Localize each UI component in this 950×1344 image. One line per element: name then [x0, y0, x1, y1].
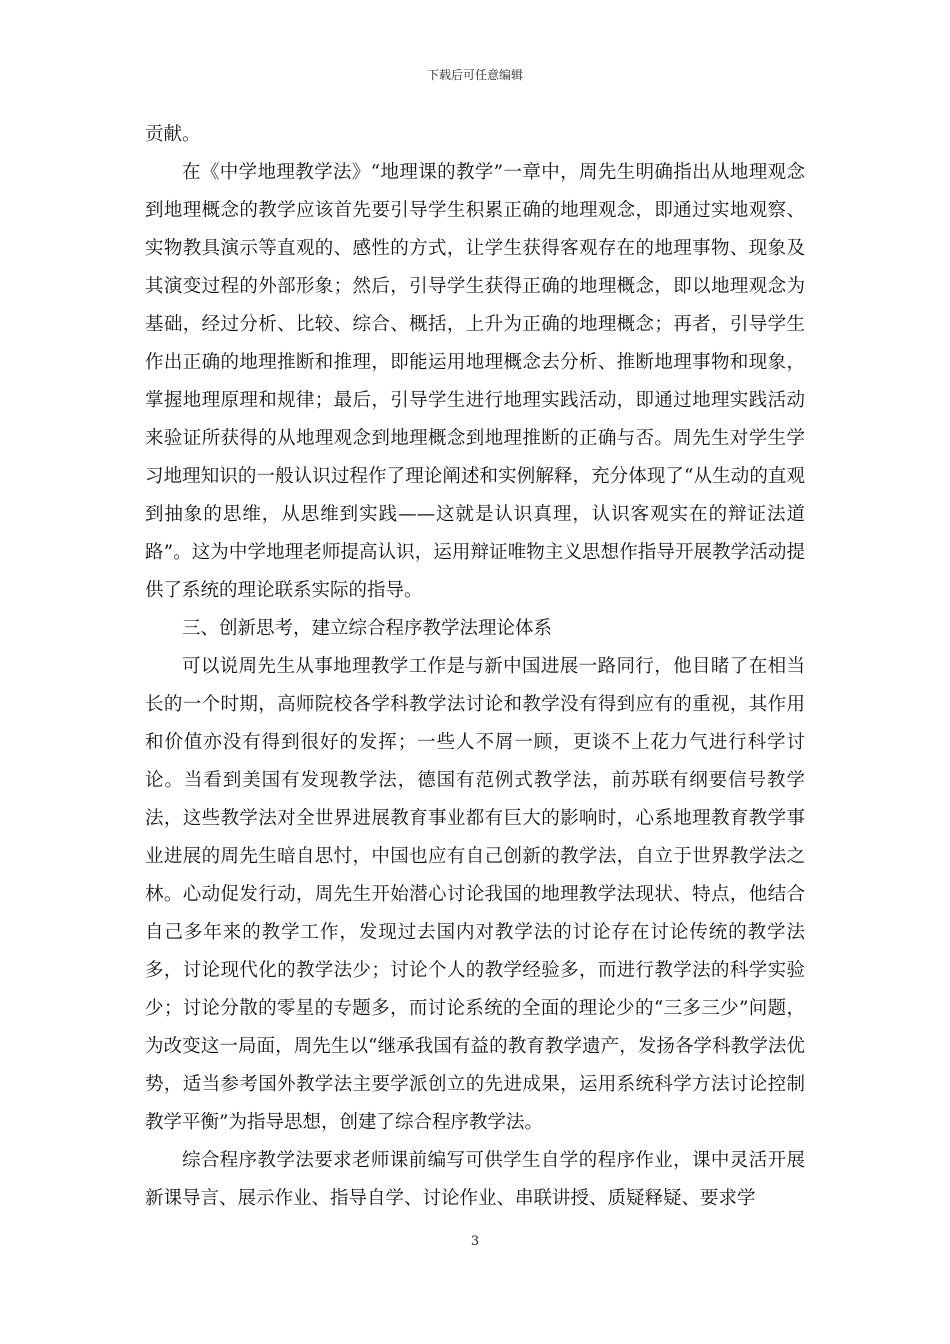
page-number: 3 [470, 1234, 480, 1249]
paragraph: 贡献。 [145, 124, 201, 145]
section-heading: 三、创新思考，建立综合程序教学法理论体系 [182, 618, 553, 639]
paragraph: 可以说周先生从事地理教学工作是与新中国进展一路同行，他目睹了在相当长的一个时期，高师院校各学科教学法讨论和教学没有得到应有的重视，其作用和价值亦没有得到很好的发挥；一些人不屑一顾，更谈不上花力气进行科学讨论。当看到美国有发现教学法，德国有范例式教学法，前苏联有纲要信号教学法，这些教学法对全世界进展教育事业都有巨大的影响时，心系地理教育教学事业进展的周先生暗自思忖，中国也应有自己创新的教学法，自立于世界教学法之林。心动促发行动，周先生开始潜心讨论我国的地理教学法现状、特点，他结合自己多年来的教学工作，发现过去国内对教学法的讨论存在讨论传统的教学法多，讨论现代化的教学法少；讨论个人的教学经验多，而进行教学法的科学实验少；讨论分散的零星的专题多，而讨论系统的全面的理论少的“三多三少”问题，为改变这一局面，周先生以“继承我国有益的教育教学遗产，发扬各学科教学法优势，适当参考国外教学法主要学派创立的先进成果，运用系统科学方法讨论控制教学平衡”为指导思想，创建了综合程序教学法。 [145, 656, 805, 1133]
body-text [145, 116, 805, 1218]
paragraph: 在《中学地理教学法》“地理课的教学”一章中，周先生明确指出从地理观念到地理概念的教学应该首先要引导学生积累正确的地理观念，即通过实地观察、实物教具演示等直观的、感性的方式，让学生获得客观存在的地理事物、现象及其演变过程的外部形象；然后，引导学生获得正确的地理概念，即以地理观念为基础，经过分析、比较、综合、概括，上升为正确的地理概念；再者，引导学生作出正确的地理推断和推理，即能运用地理概念去分析、推断地理事物和现象，掌握地理原理和规律；最后，引导学生进行地理实践活动，即通过地理实践活动来验证所获得的从地理观念到地理概念到地理推断的正确与否。周先生对学生学习地理知识的一般认识过程作了理论阐述和实例解释，充分体现了“从生动的直观到抽象的思维，从思维到实践——这就是认识真理，认识客观实在的辩证法道路”。这为中学地理老师提高认识，运用辩证唯物主义思想作指导开展教学活动提供了系统的理论联系实际的指导。 [145, 162, 805, 601]
paragraph: 综合程序教学法要求老师课前编写可供学生自学的程序作业，课中灵活开展新课导言、展示作业、指导自学、讨论作业、串联讲授、质疑释疑、要求学 [145, 1150, 805, 1209]
page-header: 下载后可任意编辑 [426, 68, 523, 82]
